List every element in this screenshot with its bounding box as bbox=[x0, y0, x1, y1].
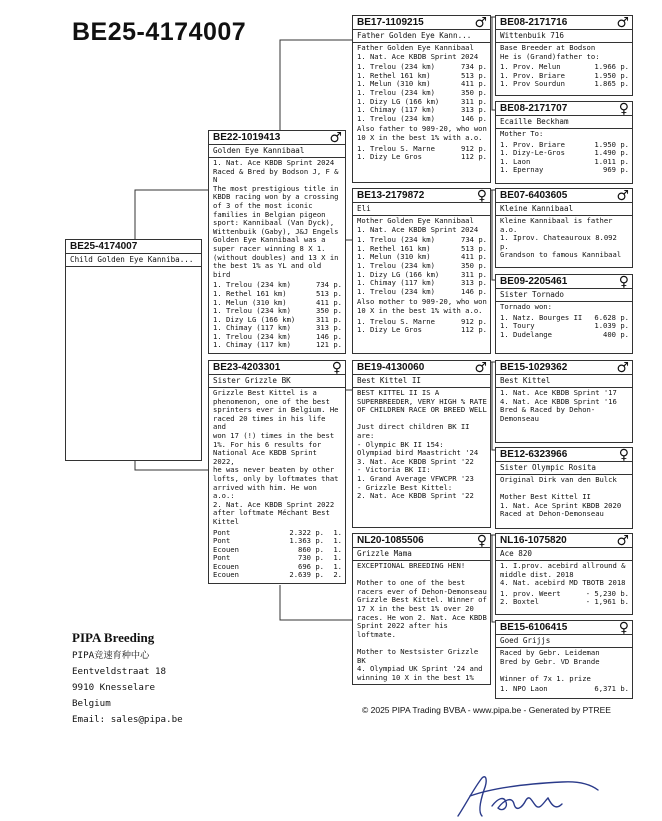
sire-sire-name: Father Golden Eye Kann... bbox=[353, 29, 490, 43]
ggp-ddd-description: Raced by Gebr. Leideman Bred by Gebr. VD Brande Winner of 7x 1. prize bbox=[500, 648, 600, 683]
result-points: 513 p. bbox=[461, 243, 487, 253]
result-place: 1. Trelou (234 km) bbox=[357, 287, 435, 296]
page-title: BE25-4174007 bbox=[72, 18, 247, 46]
result-place: 1. Prov. Melun bbox=[500, 63, 561, 72]
ggp-dds-name: Ace 820 bbox=[496, 547, 632, 561]
company-email[interactable]: Email: sales@pipa.be bbox=[72, 714, 183, 725]
result-points: 313 p. bbox=[461, 105, 487, 115]
result-points: 730 p. bbox=[298, 553, 324, 563]
result-place: 1. Epernay bbox=[500, 166, 544, 175]
ggp-dss-ring: BE15-1029362 bbox=[500, 362, 568, 373]
result-place: 1. Chimay (117 km) bbox=[357, 279, 435, 288]
result-points: 411 p. bbox=[461, 79, 487, 89]
sire-sire-ring: BE17-1109215 bbox=[357, 17, 424, 28]
result-place: Ecouen bbox=[213, 562, 239, 571]
copyright-line: © 2025 PIPA Trading BVBA - www.pipa.be - Generated by PTREE bbox=[362, 705, 611, 715]
subject-name: Child Golden Eye Kanniba... bbox=[66, 253, 201, 267]
result-position: 1. bbox=[333, 527, 342, 537]
sire-description: 1. Nat. Ace KBDB Sprint 2024 Raced & Bred by Bodson J, F & N The most prestigious title in KBDB racing won by a crossing of 3 of the most iconic families in Belgian pigeon sport: Kannibaal (Van Dyck), Wittenbuik (Gaby), J&J Engels Golden Eye Kannibaal was a super racer winning 8 X 1. (without doubles) and 13 X in the best 1% as YL and old bird bbox=[213, 158, 339, 279]
result-place: Ecouen bbox=[213, 545, 239, 554]
male-icon: ♂ bbox=[616, 533, 629, 549]
result-points: 860 p. bbox=[298, 544, 324, 554]
ggp-dds-description: 1. I.prov. acebird allround & middle dist. 2018 4. Nat. acebird MD TBOTB 2018 bbox=[500, 561, 626, 588]
result-place: 1. Trelou (234 km) bbox=[213, 281, 291, 290]
ggp-dds-ring: NL16-1075820 bbox=[500, 535, 567, 546]
dam-dam-ring: NL20-1085506 bbox=[357, 535, 424, 546]
ggp-sdd-card[interactable] bbox=[495, 274, 633, 354]
female-icon: ♀ bbox=[618, 620, 629, 636]
result-place: Pont bbox=[213, 537, 231, 546]
result-place: 1. Prov. Briare bbox=[500, 71, 565, 80]
result-position: 2. bbox=[333, 570, 342, 580]
ggp-sdd-ring: BE09-2205461 bbox=[500, 276, 568, 287]
result-place: 1. Prov Sourdun bbox=[500, 80, 565, 89]
result-place: 1. Melun (310 km) bbox=[357, 253, 431, 262]
result-row bbox=[500, 331, 629, 340]
sire-dam-description: Mother Golden Eye Kannibaal 1. Nat. Ace KBDB Sprint 2024 bbox=[357, 216, 479, 234]
dam-dam-name: Grizzle Mama bbox=[353, 547, 490, 561]
result-place: 1. Melun (310 km) bbox=[357, 80, 431, 89]
result-place: 1. prov. Weert bbox=[500, 589, 561, 598]
result-points: 411 p. bbox=[461, 252, 487, 262]
dam-sire-ring: BE19-4130060 bbox=[357, 362, 425, 373]
result-points: 350 p. bbox=[461, 87, 487, 97]
sire-dam-results-2 bbox=[353, 317, 490, 336]
result-points: 1.363 p. bbox=[289, 536, 324, 546]
result-place: 1. Laon bbox=[500, 157, 531, 166]
sire-dam-card[interactable] bbox=[352, 188, 491, 354]
result-place: 1. Trelou (234 km) bbox=[357, 261, 435, 270]
result-points: 313 p. bbox=[461, 278, 487, 288]
result-place: 1. Dizy Le Gros bbox=[357, 326, 422, 335]
result-row bbox=[357, 288, 487, 297]
sire-dam-ring: BE13-2179872 bbox=[357, 190, 425, 201]
ggp-sss-description: Base Breeder at Bodson He is (Grand)father to: bbox=[500, 43, 600, 61]
company-address bbox=[72, 630, 183, 728]
result-points: 350 p. bbox=[461, 260, 487, 270]
result-row bbox=[500, 166, 629, 175]
result-place: 1. Chimay (117 km) bbox=[213, 341, 291, 350]
female-icon: ♀ bbox=[618, 101, 629, 117]
dam-ring: BE23-4203301 bbox=[213, 362, 281, 373]
sire-sire-description-2: Also father to 909-20, who won 10 X in the best 1% with a.o. bbox=[357, 124, 487, 142]
result-row bbox=[500, 685, 629, 694]
female-icon: ♀ bbox=[618, 274, 629, 290]
result-place: 1. NPO Laon bbox=[500, 685, 548, 694]
result-points: 400 p. bbox=[603, 329, 629, 339]
result-place: 1. Natz. Bourges II bbox=[500, 313, 583, 322]
sire-sire-card[interactable] bbox=[352, 15, 491, 183]
result-place: 1. Toury bbox=[500, 322, 535, 331]
result-points: 1.950 p. bbox=[594, 70, 629, 80]
male-icon: ♂ bbox=[474, 360, 487, 376]
result-points: 311 p. bbox=[461, 269, 487, 279]
result-points: 112 p. bbox=[461, 325, 487, 335]
result-row bbox=[213, 341, 342, 350]
ggp-ssd-name: Ecaille Beckham bbox=[496, 115, 632, 129]
male-icon: ♂ bbox=[474, 15, 487, 31]
result-points: 969 p. bbox=[603, 165, 629, 175]
result-place: 1. Trelou (234 km) bbox=[213, 307, 291, 316]
dam-description: Grizzle Best Kittel is a phenomenon, one of the best sprinters ever in Belgium. He raced 20 times in his life and won 17 (!) times in the best 1%. For his 6 results for National Ace KBDB Sprint 2022, he was never beaten by other lofts, only by loftmates that arrived with him. He won a.o.: 2. Nat. Ace KBDB Sprint 2022 after loftmate Méchant Best Kittel bbox=[213, 388, 339, 526]
result-points: 696 p. bbox=[298, 561, 324, 571]
result-points: 311 p. bbox=[316, 314, 342, 324]
ggp-sds-description: Kleine Kannibaal is father a.o. 1. Iprov. Chateauroux 8.092 p. Grandson to famous Kannibaal bbox=[500, 216, 622, 260]
sire-results bbox=[209, 280, 345, 351]
result-points: 1.950 p. bbox=[594, 139, 629, 149]
ggp-dds-card[interactable] bbox=[495, 533, 633, 615]
result-position: 1. bbox=[333, 553, 342, 563]
ggp-dsd-ring: BE12-6323966 bbox=[500, 449, 568, 460]
result-place: 1. Trelou (234 km) bbox=[357, 236, 435, 245]
ggp-ddd-ring: BE15-6106415 bbox=[500, 622, 568, 633]
dam-dam-card[interactable] bbox=[352, 533, 491, 685]
result-place: 1. Trelou S. Marne bbox=[357, 317, 435, 326]
result-points: - 5,230 b. bbox=[585, 588, 629, 598]
result-place: 1. Trelou (234 km) bbox=[213, 332, 291, 341]
result-points: 2.639 p. bbox=[289, 570, 324, 580]
result-place: 1. Dizy LG (166 km) bbox=[357, 270, 440, 279]
result-position: 1. bbox=[333, 561, 342, 571]
result-place: 1. Dizy-Le-Gros bbox=[500, 149, 565, 158]
result-place: 1. Rethel 161 km) bbox=[357, 244, 431, 253]
result-points: 146 p. bbox=[316, 331, 342, 341]
result-points: 734 p. bbox=[316, 280, 342, 290]
dam-sire-description: BEST KITTEL II IS A SUPERBREEDER, VERY HIGH % RATE OF CHILDREN RACE OR BREED WELL Just direct children BK II are: - Olympic BK II 154: Olympiad bird Maastricht '24 3. Nat. Ace KBDB Sprint '22 - Victoria BK II: 1. Grand Average VFWCPR '23 - Grizzle Best Kittel: 2. Nat. Ace KBDB Sprint '22 bbox=[357, 388, 487, 501]
ggp-ssd-card[interactable] bbox=[495, 101, 633, 184]
ggp-dds-results bbox=[496, 589, 632, 608]
ggp-dsd-card[interactable] bbox=[495, 447, 633, 529]
sire-dam-description-2: Also mother to 909-20, who won 10 X in the best 1% with a.o. bbox=[357, 297, 487, 315]
result-place: 2. Boxtel bbox=[500, 598, 539, 607]
ggp-ddd-results bbox=[496, 684, 632, 695]
dam-sire-card[interactable] bbox=[352, 360, 491, 528]
result-points: 2.322 p. bbox=[289, 527, 324, 537]
male-icon: ♂ bbox=[616, 360, 629, 376]
sire-card[interactable] bbox=[208, 130, 346, 354]
ggp-ssd-description: Mother To: bbox=[500, 129, 544, 138]
result-place: 1. Dudelange bbox=[500, 330, 552, 339]
ggp-sds-name: Kleine Kannibaal bbox=[496, 202, 632, 216]
male-icon: ♂ bbox=[616, 15, 629, 31]
handwritten-signature bbox=[452, 766, 602, 821]
sire-sire-description: Father Golden Eye Kannibaal 1. Nat. Ace KBDB Sprint 2024 bbox=[357, 43, 479, 61]
result-place: Pont bbox=[213, 554, 231, 563]
result-points: 121 p. bbox=[316, 340, 342, 350]
result-points: 6,371 b. bbox=[594, 684, 629, 694]
address-city: 9910 Knesselare bbox=[72, 682, 155, 693]
result-position: 1. bbox=[333, 536, 342, 546]
dam-card[interactable] bbox=[208, 360, 346, 584]
result-place: Pont bbox=[213, 528, 231, 537]
ggp-dss-card[interactable] bbox=[495, 360, 633, 443]
result-points: 734 p. bbox=[461, 62, 487, 72]
result-points: 411 p. bbox=[316, 297, 342, 307]
female-icon: ♀ bbox=[618, 447, 629, 463]
ggp-sdd-description: Tornado won: bbox=[500, 302, 552, 311]
subject-ring: BE25-4174007 bbox=[70, 241, 138, 252]
dam-sire-name: Best Kittel II bbox=[353, 374, 490, 388]
company-chinese-name: PIPA竞速育种中心 bbox=[72, 650, 150, 661]
result-place: 1. Trelou (234 km) bbox=[357, 114, 435, 123]
sire-sire-results-2 bbox=[353, 144, 490, 163]
result-place: 1. Rethel 161 km) bbox=[213, 289, 287, 298]
ggp-ssd-ring: BE08-2171707 bbox=[500, 103, 568, 114]
sire-ring: BE22-1019413 bbox=[213, 132, 281, 143]
ggp-sss-card[interactable] bbox=[495, 15, 633, 96]
ggp-sdd-results bbox=[496, 313, 632, 341]
result-place: 1. Trelou (234 km) bbox=[357, 63, 435, 72]
ggp-sss-name: Wittenbuik 716 bbox=[496, 29, 632, 43]
ggp-ddd-name: Goed Grijjs bbox=[496, 634, 632, 648]
ggp-dss-description: 1. Nat. Ace KBDB Sprint '17 4. Nat. Ace KBDB Sprint '16 Bred & Raced by Dehon-Demonseau bbox=[500, 388, 617, 423]
result-points: 1.865 p. bbox=[594, 79, 629, 89]
result-place: 1. Trelou S. Marne bbox=[357, 144, 435, 153]
result-points: 912 p. bbox=[461, 143, 487, 153]
dam-results bbox=[209, 528, 345, 582]
result-place: 1. Rethel 161 km) bbox=[357, 71, 431, 80]
result-points: 311 p. bbox=[461, 96, 487, 106]
result-points: 1.966 p. bbox=[594, 62, 629, 72]
ggp-sds-ring: BE07-6403605 bbox=[500, 190, 568, 201]
result-row bbox=[213, 571, 342, 580]
ggp-sss-results bbox=[496, 62, 632, 90]
sire-sire-results bbox=[353, 62, 490, 124]
company-name: PIPA Breeding bbox=[72, 630, 155, 645]
dam-name: Sister Grizzle BK bbox=[209, 374, 345, 388]
result-row bbox=[357, 326, 487, 335]
male-icon: ♂ bbox=[329, 130, 342, 146]
result-points: 350 p. bbox=[316, 306, 342, 316]
result-place: 1. Melun (310 km) bbox=[213, 298, 287, 307]
result-place: 1. Dizy Le Gros bbox=[357, 153, 422, 162]
result-points: 912 p. bbox=[461, 316, 487, 326]
subject-card[interactable] bbox=[65, 239, 202, 461]
result-points: 734 p. bbox=[461, 235, 487, 245]
result-place: 1. Chimay (117 km) bbox=[213, 324, 291, 333]
sire-dam-name: Eli bbox=[353, 202, 490, 216]
female-icon: ♀ bbox=[476, 188, 487, 204]
female-icon: ♀ bbox=[331, 360, 342, 376]
address-country: Belgium bbox=[72, 698, 111, 709]
result-points: 112 p. bbox=[461, 152, 487, 162]
result-points: 513 p. bbox=[316, 288, 342, 298]
result-place: 1. Dizy LG (166 km) bbox=[213, 315, 296, 324]
result-points: - 1,961 b. bbox=[585, 597, 629, 607]
ggp-dsd-description: Original Dirk van den Bulck Mother Best Kittel II 1. Nat. Ace Sprint KBDB 2020 Raced at Dehon-Demonseau bbox=[500, 475, 622, 519]
ggp-sds-card[interactable] bbox=[495, 188, 633, 268]
result-row bbox=[500, 598, 629, 607]
result-points: 513 p. bbox=[461, 70, 487, 80]
result-row bbox=[500, 80, 629, 89]
sire-name: Golden Eye Kannibaal bbox=[209, 144, 345, 158]
result-place: 1. Trelou (234 km) bbox=[357, 88, 435, 97]
address-street: Eentveldstraat 18 bbox=[72, 666, 167, 677]
result-place: 1. Prov. Briare bbox=[500, 140, 565, 149]
ggp-dss-name: Best Kittel bbox=[496, 374, 632, 388]
ggp-sdd-name: Sister Tornado bbox=[496, 288, 632, 302]
result-row bbox=[357, 153, 487, 162]
ggp-dsd-name: Sister Olympic Rosita bbox=[496, 461, 632, 475]
ggp-ddd-card[interactable] bbox=[495, 620, 633, 699]
result-points: 1.011 p. bbox=[594, 156, 629, 166]
result-points: 313 p. bbox=[316, 323, 342, 333]
dam-dam-description: EXCEPTIONAL BREEDING HEN! Mother to one of the best racers ever of Dehon-Demonseau Grizzle Best Kittel. Winner of 17 X in the best 1% over 20 races. He won 2. Nat. Ace KBDB Sprint 2022 after his loftmate. Mother to Nestsister Grizzle BK 4. Olympiad UK Sprint '24 and winning 10 X in the best 1% bbox=[357, 561, 487, 682]
result-row bbox=[357, 115, 487, 124]
result-points: 1.039 p. bbox=[594, 321, 629, 331]
result-place: Ecouen bbox=[213, 571, 239, 580]
sire-dam-results bbox=[353, 235, 490, 297]
ggp-ssd-results bbox=[496, 140, 632, 176]
result-points: 146 p. bbox=[461, 113, 487, 123]
result-position: 1. bbox=[333, 544, 342, 554]
result-place: 1. Dizy LG (166 km) bbox=[357, 97, 440, 106]
result-place: 1. Chimay (117 km) bbox=[357, 106, 435, 115]
male-icon: ♂ bbox=[616, 188, 629, 204]
ggp-sss-ring: BE08-2171716 bbox=[500, 17, 568, 28]
result-points: 6.628 p. bbox=[594, 312, 629, 322]
female-icon: ♀ bbox=[476, 533, 487, 549]
result-points: 146 p. bbox=[461, 286, 487, 296]
result-points: 1.490 p. bbox=[594, 148, 629, 158]
